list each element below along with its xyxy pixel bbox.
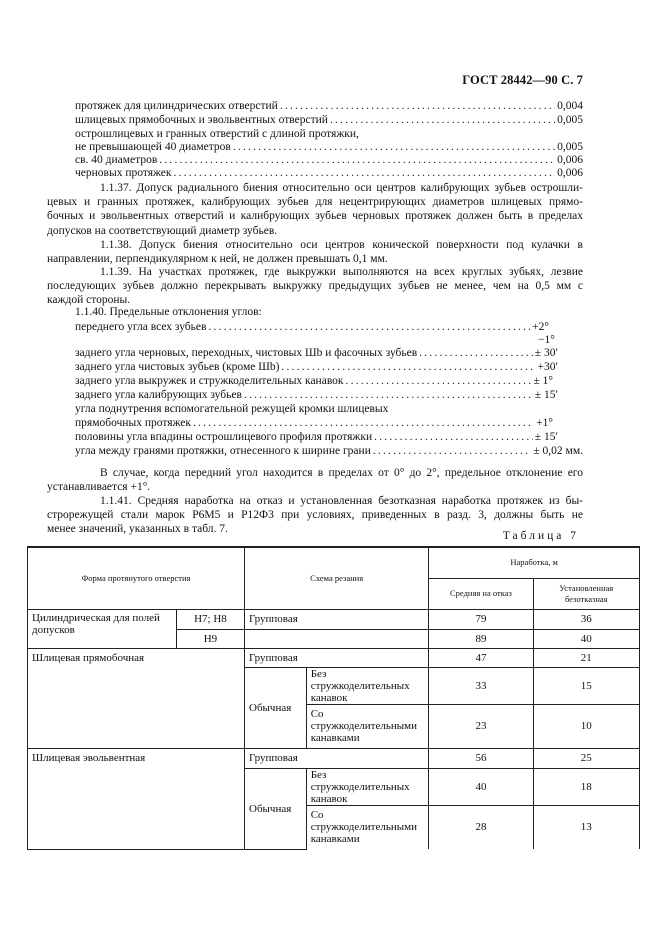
header-set: Установленная безотказная [533, 578, 639, 609]
list-item: острошлицевых и гранных отверстий с длиной протяжки, [75, 128, 359, 140]
header-scheme: Схема резания [245, 547, 429, 609]
angle-item: прямобочных протяжек ..... +1° [75, 416, 553, 430]
header-form: Форма протянутого отверстия [28, 547, 245, 609]
paragraph-case: В случае, когда передний угол находится в пределах от 0° до 2°, предельное отклонение его устанавливается +1°. [47, 467, 583, 494]
paragraph-1-1-37: 1.1.37. Допуск радиального биения относительно оси центров калибрующих зубьев острошли- цевых и гранных протяжек, калибрующих зубьев для нецентрирующих диаметров шлицевых прямо- бочных и эвольвентных отверстий и калибрующих зубьев черновых протяжек должен быть в пределах допусков на соответствующий диаметр зубьев. [47, 182, 583, 237]
angle-item: угла между гранями протяжки, отнесенного к ширине грани ..... ± 0,02 мм. [75, 444, 583, 458]
paragraph-1-1-40-title: 1.1.40. Предельные отклонения углов: [75, 306, 262, 318]
paragraph-1-1-39: 1.1.39. На участках протяжек, где выкружки выполняются на всех круглых зубьях, лезвие последующих зубьев должно перекрывать выкружку предыдущих зубьев не менее, чем на 0,5 мм с каждой стороны. [47, 266, 583, 307]
table-row: Обычная Без стружкоделительных канавок 40 18 [28, 768, 640, 805]
header-work: Наработка, м [429, 547, 640, 578]
table-row: Шлицевая эвольвентная Групповая 56 25 [28, 748, 640, 768]
angle-item: −1° [538, 334, 555, 346]
table-row: Шлицевая прямобочная Групповая 47 21 [28, 648, 640, 667]
table-caption: Таблица 7 [502, 530, 579, 542]
table-row: Цилиндрическая для полей допусков H7; H8 Групповая 79 36 [28, 609, 640, 629]
list-item: св. 40 диаметров ..... 0,006 [75, 153, 583, 167]
page-header: ГОСТ 28442—90 С. 7 [462, 73, 583, 87]
angle-item: заднего угла выкружек и стружкоделительных канавок ..... ± 1° [75, 374, 553, 388]
angle-item: переднего угла всех зубьев ..... +2° [75, 320, 549, 334]
list-item: не превышающей 40 диаметров ..... 0,005 [75, 140, 583, 154]
angle-item: заднего угла калибрующих зубьев ..... ± 15′ [75, 388, 558, 402]
angle-item: угла поднутрения вспомогательной режущей кромки шлицевых [75, 403, 389, 415]
list-item: шлицевых прямобочных и эвольвентных отверстий ..... 0,005 [75, 113, 583, 127]
header-avg: Средняя на отказ [429, 578, 533, 609]
table-row: Обычная Без стружкоделительных канавок 33 15 [28, 667, 640, 704]
angle-item: половины угла впадины острошлицевого профиля протяжки ..... ± 15′ [75, 430, 558, 444]
table-7 [27, 546, 640, 850]
paragraph-1-1-41: 1.1.41. Средняя наработка на отказ и установленная безотказная наработка протяжек из бы- строрежущей стали марок Р6М5 и Р12Ф3 при условиях, приведенных в разд. 3, должны быть не менее значений, указанных в табл. 7. [47, 495, 583, 536]
list-item: протяжек для цилиндрических отверстий ..... 0,004 [75, 99, 583, 113]
list-item: черновых протяжек ..... 0,006 [75, 166, 583, 180]
angle-item: заднего угла черновых, переходных, чистовых Шb и фасочных зубьев ..... ± 30′ [75, 346, 558, 360]
table-row: Со стружкоделительными канавками 23 10 [28, 704, 640, 748]
table-row: Со стружкоделительными канавками 28 13 [28, 805, 640, 849]
angle-item: заднего угла чистовых зубьев (кроме Шb) ..... +30′ [75, 360, 558, 374]
table-row: H9 89 40 [28, 629, 640, 648]
paragraph-1-1-38: 1.1.38. Допуск биения относительно оси центров конической поверхности под кулачки в направлении, перпендикулярном к ней, не должен превышать 0,1 мм. [47, 239, 583, 266]
